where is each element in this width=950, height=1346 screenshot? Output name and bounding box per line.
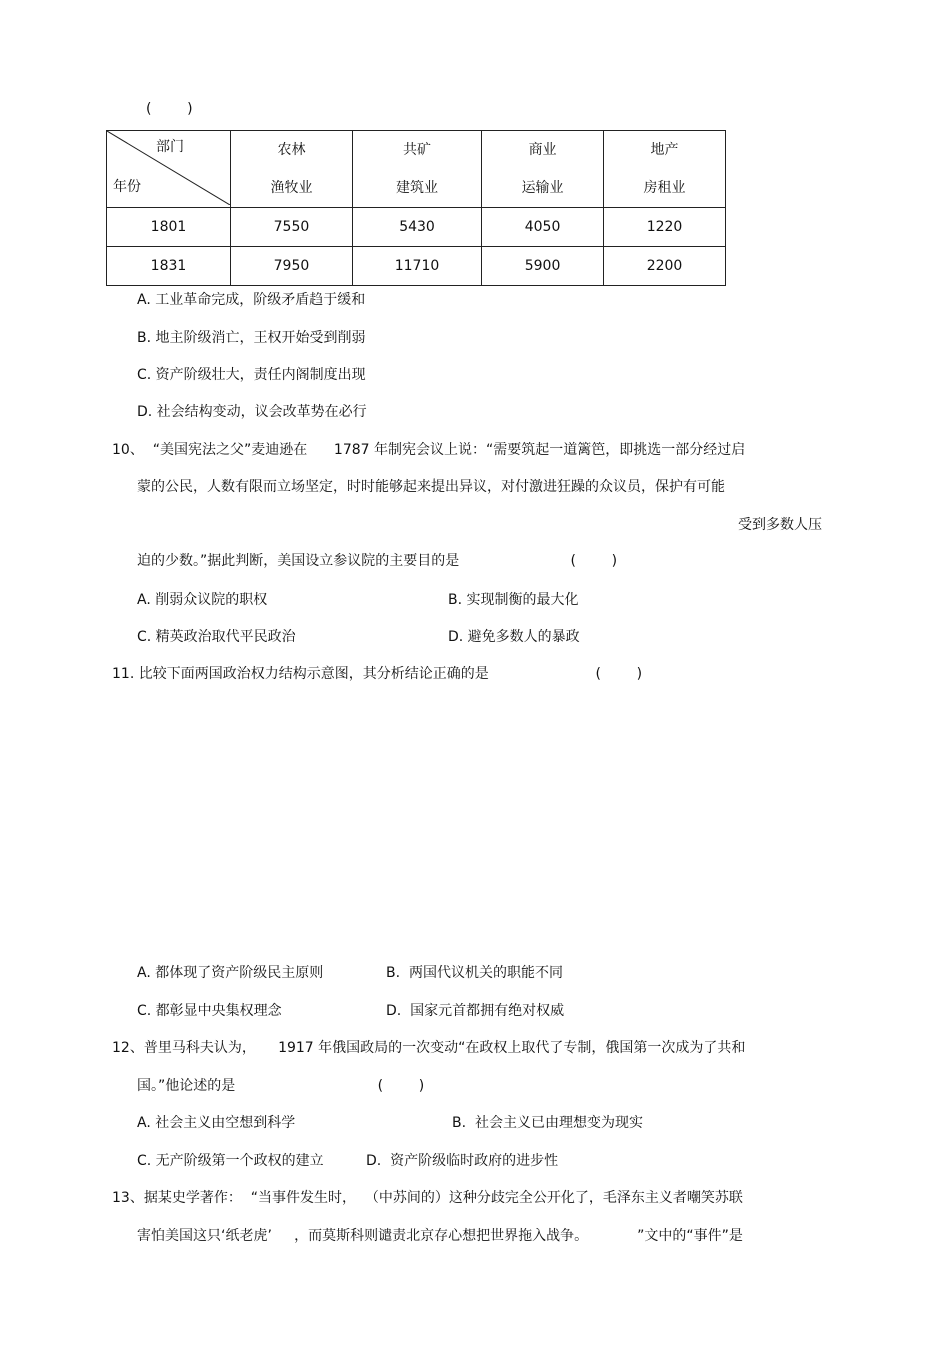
table-row <box>107 247 726 286</box>
table-cell: 1831 <box>107 247 231 286</box>
q10-stem-line-1: 10、 “美国宪法之父”麦迪逊在 1787 年制宪会议上说：“需要筑起一道篱笆，即挑选一部分经过启 <box>112 442 746 458</box>
q11-stem: 11. 比较下面两国政治权力结构示意图，其分析结论正确的是 ( ) <box>112 666 643 682</box>
q9-option-b: B. 地主阶级消亡，王权开始受到削弱 <box>137 330 366 346</box>
q9-option-c: C. 资产阶级壮大，责任内阁制度出现 <box>137 367 366 383</box>
q9-option-a: A. 工业革命完成，阶级矛盾趋于缓和 <box>137 292 366 308</box>
q11-option-a: A. 都体现了资产阶级民主原则 <box>137 965 324 981</box>
table-corner-cell <box>107 131 231 208</box>
header-cell: 地产 房租业 <box>604 131 726 208</box>
table-cell: 7950 <box>231 247 353 286</box>
q10-stem-line-4: 迫的少数。”据此判断，美国设立参议院的主要目的是 ( ) <box>137 553 618 569</box>
corner-label-department: 部门 <box>156 139 184 155</box>
q10-stem-line-2: 蒙的公民，人数有限而立场坚定，时时能够起来提出异议，对付激进狂躁的众议员，保护有可能 <box>137 479 725 495</box>
q11-figure-area <box>112 700 832 950</box>
table-row <box>107 208 726 247</box>
q12-option-b: B. 社会主义已由理想变为现实 <box>452 1115 643 1131</box>
q13-stem-line-2: 害怕美国这只‘纸老虎’ ，而莫斯科则谴责北京存心想把世界拖入战争。 ”文中的“事件”是 <box>137 1228 743 1244</box>
table-cell: 7550 <box>231 208 353 247</box>
q12-stem-line-1: 12、普里马科夫认为， 1917 年俄国政局的一次变动“在政权上取代了专制，俄国第一次成为了共和 <box>112 1040 746 1056</box>
q13-stem-line-1: 13、据某史学著作： “当事件发生时， （中苏间的）这种分歧完全公开化了，毛泽东主义者嘲笑苏联 <box>112 1190 743 1206</box>
header-cell: 共矿 建筑业 <box>352 131 481 208</box>
q9-answer-paren: ( ) <box>146 101 193 117</box>
q12-option-c: C. 无产阶级第一个政权的建立 <box>137 1153 324 1169</box>
q10-option-b: B. 实现制衡的最大化 <box>448 592 579 608</box>
q11-option-c: C. 都彰显中央集权理念 <box>137 1003 282 1019</box>
q12-option-d: D. 资产阶级临时政府的进步性 <box>366 1153 559 1169</box>
q10-option-a: A. 削弱众议院的职权 <box>137 592 268 608</box>
q11-option-b: B. 两国代议机关的职能不同 <box>386 965 563 981</box>
header-cell: 农林 渔牧业 <box>231 131 353 208</box>
table-cell: 5900 <box>482 247 604 286</box>
corner-label-year: 年份 <box>113 179 141 195</box>
q9-option-d: D. 社会结构变动，议会改革势在必行 <box>137 404 367 420</box>
table-header-row <box>107 131 726 208</box>
table-cell: 1220 <box>604 208 726 247</box>
q9-data-table <box>106 130 726 286</box>
q11-option-d: D. 国家元首都拥有绝对权威 <box>386 1003 565 1019</box>
q10-stem-line-3: 受到多数人压 <box>738 517 822 533</box>
table-cell: 2200 <box>604 247 726 286</box>
table-cell: 1801 <box>107 208 231 247</box>
q10-option-c: C. 精英政治取代平民政治 <box>137 629 296 645</box>
table-cell: 11710 <box>352 247 481 286</box>
q12-option-a: A. 社会主义由空想到科学 <box>137 1115 296 1131</box>
table-cell: 4050 <box>482 208 604 247</box>
table-cell: 5430 <box>352 208 481 247</box>
q12-stem-line-2: 国。”他论述的是 ( ) <box>137 1078 425 1094</box>
header-cell: 商业 运输业 <box>482 131 604 208</box>
q10-option-d: D. 避免多数人的暴政 <box>448 629 580 645</box>
